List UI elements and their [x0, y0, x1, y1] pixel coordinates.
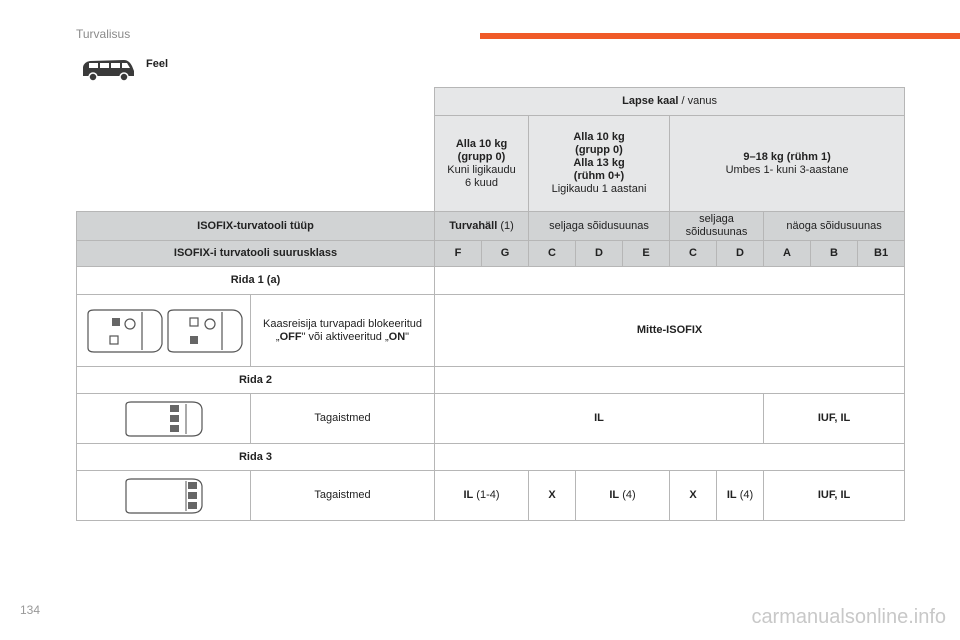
row3-value: X [670, 471, 717, 521]
row1-value: Mitte-ISOFIX [435, 295, 905, 367]
size-row-label: ISOFIX-i turvatooli suurusklass [77, 241, 435, 267]
group-0plus-header: Alla 10 kg (grupp 0) Alla 13 kg (rühm 0+) Ligikaudu 1 aastani [529, 116, 670, 212]
isofix-table [76, 87, 905, 521]
row3-value: IL (4) [576, 471, 670, 521]
group-1-header: 9–18 kg (rühm 1) Umbes 1- kuni 3-aastane [670, 116, 905, 212]
row3-value: X [529, 471, 576, 521]
forward-facing-cell: näoga sõidusuunas [764, 212, 905, 241]
airbag-cell: Kaasreisija turvapadi blokeeritud „OFF" või aktiveeritud „ON" [251, 295, 435, 367]
size-class: A [764, 241, 811, 267]
row2-forward-value: IUF, IL [764, 394, 905, 444]
accent-bar [480, 33, 960, 39]
carrycot-cell: Turvahäll (1) [435, 212, 529, 241]
rear-facing-cell-2: seljaga sõidusuunas [670, 212, 764, 241]
size-class: D [576, 241, 623, 267]
size-class: D [717, 241, 764, 267]
size-class: C [529, 241, 576, 267]
car-top-view-icon [122, 476, 206, 516]
row2-rear-value: IL [435, 394, 764, 444]
rear-facing-cell: seljaga sõidusuunas [529, 212, 670, 241]
row2-seat-diagram [77, 394, 251, 444]
front-seat-diagram [77, 295, 251, 367]
vehicle-label: Feel [146, 58, 169, 70]
size-class: B1 [858, 241, 905, 267]
row3-value: IUF, IL [764, 471, 905, 521]
section-title: Turvalisus [76, 27, 131, 41]
group-0-header: Alla 10 kg (grupp 0) Kuni ligikaudu 6 kuud [435, 116, 529, 212]
row1-title: Rida 1 (a) [77, 267, 435, 295]
car-top-view-icon [122, 399, 206, 439]
car-top-view-icon [84, 306, 244, 356]
row3-seat-diagram [77, 471, 251, 521]
row2-title: Rida 2 [77, 367, 435, 394]
row3-value: IL (4) [717, 471, 764, 521]
type-row-label: ISOFIX-turvatooli tüüp [77, 212, 435, 241]
van-icon [80, 57, 136, 83]
weight-header: Lapse kaal / vanus [435, 88, 905, 116]
row3-value: IL (1-4) [435, 471, 529, 521]
row3-seat-label: Tagaistmed [251, 471, 435, 521]
size-class: E [623, 241, 670, 267]
size-class: G [482, 241, 529, 267]
row3-title: Rida 3 [77, 444, 435, 471]
size-class: F [435, 241, 482, 267]
row2-seat-label: Tagaistmed [251, 394, 435, 444]
size-class: C [670, 241, 717, 267]
watermark: carmanualsonline.info [751, 606, 946, 628]
page-number: 134 [20, 603, 41, 617]
size-class: B [811, 241, 858, 267]
